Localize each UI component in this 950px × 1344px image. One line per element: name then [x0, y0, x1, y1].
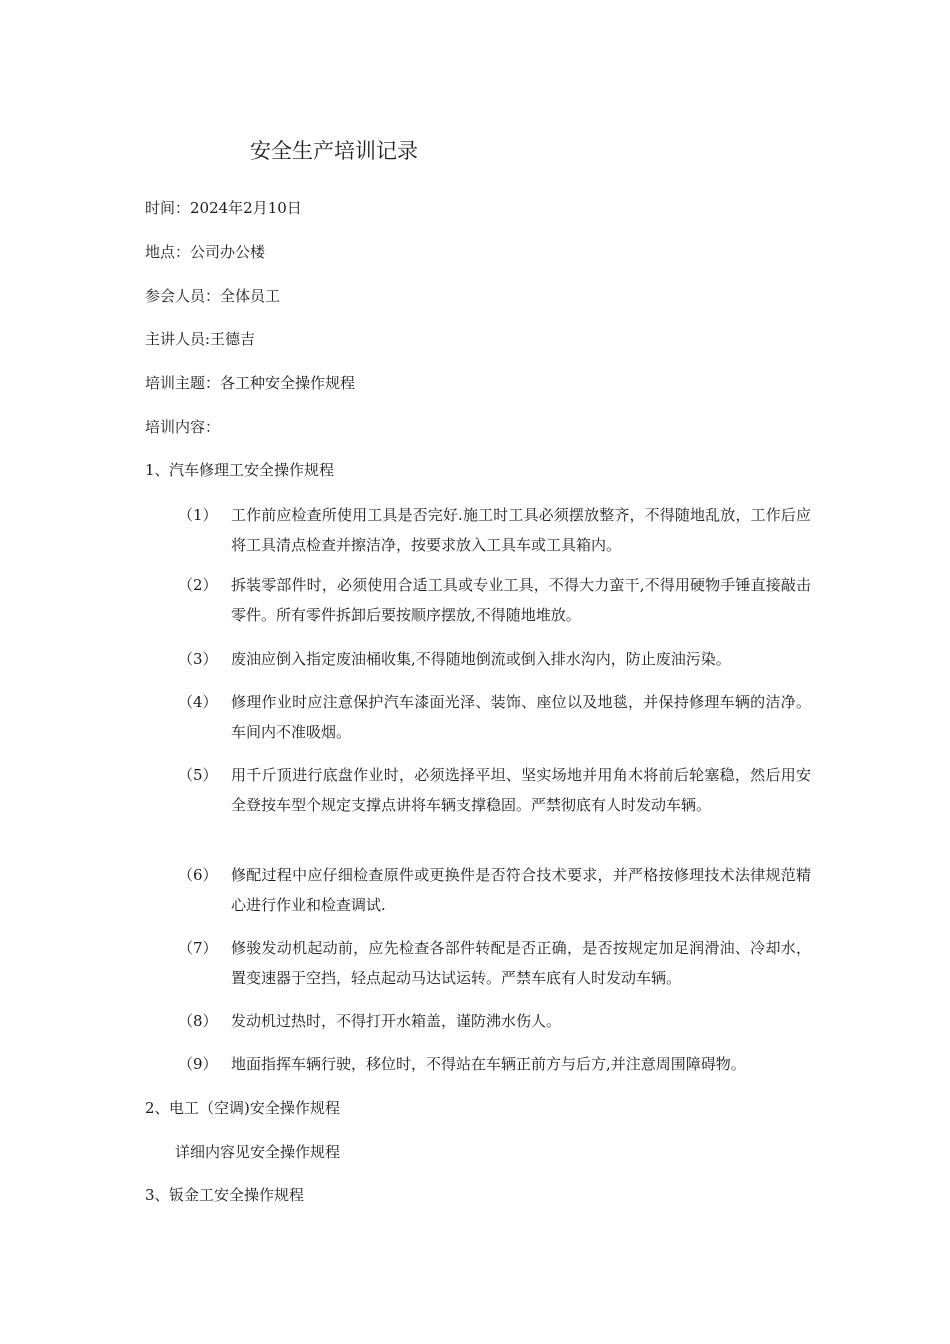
item-text: 用千斤顶进行底盘作业时，必须选择平坦、坚实场地并用角木将前后轮塞稳，然后用安全登按车型个规定支撑点讲将车辆支撑稳固。严禁彻底有人时发动车辆。 — [231, 766, 811, 814]
document-title: 安全生产培训记录 — [250, 139, 418, 163]
meta-speaker: 主讲人员:王德吉 — [145, 330, 256, 348]
list-item — [178, 760, 818, 820]
list-item — [178, 644, 818, 674]
list-item — [178, 687, 818, 747]
section-number: 1、 — [145, 461, 170, 479]
item-number: （2） — [178, 576, 218, 594]
item-number: （8） — [178, 1012, 218, 1030]
meta-time: 时间：2024年2月10日 — [145, 199, 302, 217]
item-number: （3） — [178, 650, 218, 668]
meta-content-label: 培训内容： — [145, 418, 221, 436]
item-text: 发动机过热时，不得打开水箱盖，谨防沸水伤人。 — [231, 1012, 562, 1030]
list-item — [178, 570, 818, 630]
meta-topic: 培训主题：各工种安全操作规程 — [145, 374, 356, 392]
item-number: （7） — [178, 939, 218, 957]
section-heading — [145, 1096, 340, 1120]
item-number: （1） — [178, 506, 218, 524]
item-number: （5） — [178, 766, 218, 784]
meta-attendees: 参会人员：全体员工 — [145, 287, 281, 305]
list-item — [178, 500, 818, 560]
item-text: 拆装零部件时，必须使用合适工具或专业工具，不得大力蛮干,不得用硬物手锤直接敲击零件。所有零件拆卸后要按顺序摆放,不得随地堆放。 — [231, 576, 811, 624]
meta-location: 地点：公司办公楼 — [145, 243, 266, 261]
section-title: 汽车修理工安全操作规程 — [169, 461, 335, 479]
section-note: 详细内容见安全操作规程 — [175, 1143, 341, 1161]
section-title: 钣金工安全操作规程 — [169, 1186, 305, 1204]
section-number: 3、 — [145, 1186, 170, 1204]
section-heading — [145, 458, 334, 482]
item-text: 修骏发动机起动前，应先检查各部件转配是否正确，是否按规定加足润滑油、冷却水，置变速器于空挡，轻点起动马达试运转。严禁车底有人时发动车辆。 — [231, 939, 811, 987]
section-title: 电工（空调)安全操作规程 — [169, 1099, 340, 1117]
item-text: 地面指挥车辆行驶，移位时，不得站在车辆正前方与后方,并注意周围障碍物。 — [231, 1055, 746, 1073]
list-item — [178, 1049, 818, 1079]
list-item — [178, 933, 818, 993]
item-text: 工作前应检查所使用工具是否完好.施工时工具必须摆放整齐，不得随地乱放，工作后应将工具清点检查并擦洁净，按要求放入工具车或工具箱内。 — [231, 506, 811, 554]
item-number: （6） — [178, 866, 218, 884]
item-number: （4） — [178, 693, 218, 711]
item-text: 修理作业时应注意保护汽车漆面光泽、装饰、座位以及地毯，并保持修理车辆的洁净。车间内不准吸烟。 — [231, 693, 811, 741]
item-text: 废油应倒入指定废油桶收集,不得随地倒流或倒入排水沟内，防止废油污染。 — [231, 650, 731, 668]
item-number: （9） — [178, 1055, 218, 1073]
item-text: 修配过程中应仔细检查原件或更换件是否符合技术要求，并严格按修理技术法律规范精心进行作业和检查调试. — [231, 866, 811, 914]
list-item — [178, 1006, 818, 1036]
section-heading — [145, 1183, 304, 1207]
section-number: 2、 — [145, 1099, 170, 1117]
list-item — [178, 860, 818, 920]
